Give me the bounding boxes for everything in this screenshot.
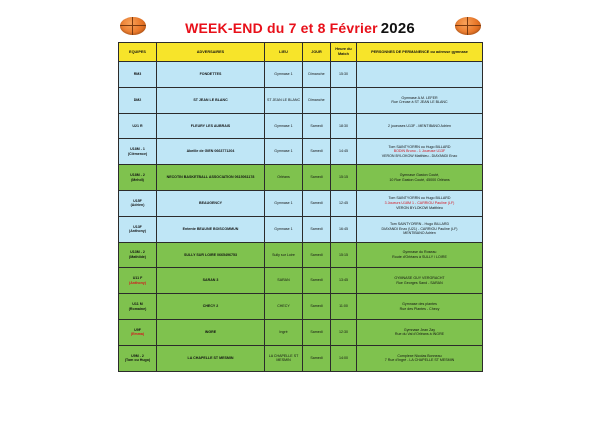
team-cell [119, 165, 157, 191]
table-row [119, 268, 483, 294]
team-cell [119, 345, 157, 371]
location-cell: LA CHAPELLE ST MESMIN [265, 345, 303, 371]
team-cell [119, 319, 157, 345]
col-header-heure: Heure du Match [331, 43, 357, 62]
day-cell: Dimanche [303, 62, 331, 88]
location-cell: Gymnase 1 [265, 139, 303, 165]
time-cell: 14:00 [331, 345, 357, 371]
col-header-jour: JOUR [303, 43, 331, 62]
location-cell: SARAN [265, 268, 303, 294]
opponent-cell: ST JEAN LE BLANC [157, 87, 265, 113]
day-cell: Samedi [303, 113, 331, 139]
location-cell: ST JEAN LE BLANC [265, 87, 303, 113]
time-cell: 18:30 [331, 113, 357, 139]
permanence-cell [357, 345, 483, 371]
team-name: U11 M [132, 301, 143, 306]
permanence-line: GYMNASE GUY VERGRACHT [394, 276, 445, 281]
permanence-line: 10 Rue Gaston Couté, 45000 Orléans [389, 177, 450, 182]
team-coach-note: (Mathilde) [129, 254, 146, 259]
team-name: U13F [133, 224, 142, 229]
team-coach-note: (Romaine) [128, 306, 147, 311]
day-cell: Samedi [303, 216, 331, 242]
permanence-line: Gymnase du Roseau [402, 250, 437, 255]
schedule-table [118, 42, 483, 372]
table-row [119, 319, 483, 345]
table-row [119, 165, 483, 191]
col-header-adversaires: ADVERSAIRES [157, 43, 265, 62]
team-name: U21 R [132, 123, 143, 128]
permanence-line: Tom SAINTYORRN - Hugo BILLARD [389, 222, 450, 227]
team-coach-note: (Adrien) [130, 203, 145, 208]
day-cell: Samedi [303, 242, 331, 268]
table-row [119, 294, 483, 320]
day-cell: Samedi [303, 345, 331, 371]
permanence-line: DIAYANDI Enzo (U21) - CARRIOU Pauline (LF) [381, 226, 458, 231]
team-name: U18M - 2 [130, 172, 145, 177]
col-header-lieu: LIEU [265, 43, 303, 62]
team-cell [119, 139, 157, 165]
permanence-line: Gymnase des plantes [402, 301, 437, 306]
permanence-line: Gymnase Gaston Couté, [399, 172, 440, 177]
permanence-cell [357, 242, 483, 268]
team-cell [119, 242, 157, 268]
opponent-cell: Abeille de GIEN 0663771204 [157, 139, 265, 165]
table-row [119, 62, 483, 88]
opponent-cell: FLEURY LES AUBRAIS [157, 113, 265, 139]
time-cell: 15:30 [331, 62, 357, 88]
permanence-cell [357, 190, 483, 216]
permanence-cell [357, 216, 483, 242]
col-header-permanence: PERSONNES DE PERMANENCE ou adresse gymnase [357, 43, 483, 62]
table-body [119, 62, 483, 372]
permanence-line: 7 Rue d'Ingré - LA CHAPELLE ST MESMIN [384, 358, 455, 363]
time-cell: 12:30 [331, 319, 357, 345]
team-cell [119, 113, 157, 139]
day-cell: Samedi [303, 139, 331, 165]
permanence-line: Gymnase Jean Zay [403, 327, 436, 332]
opponent-cell: NECOTIN BASKETBALL ASSOCIATION 0615061178 [157, 165, 265, 191]
team-cell [119, 87, 157, 113]
time-cell: 11:00 [331, 294, 357, 320]
location-cell: Orléans [265, 165, 303, 191]
permanence-line: Rue des Plantes - Checy [399, 306, 440, 311]
title-text: WEEK-END du 7 et 8 Février [185, 20, 378, 36]
team-name: U11 F [132, 276, 143, 281]
team-cell [119, 294, 157, 320]
team-name: U9M - 2 [131, 353, 144, 358]
permanence-cell [357, 62, 483, 88]
permanence-line: Rue Georges Sand - SARAN [396, 280, 443, 285]
permanence-line: Tom SAINTYORRN ou Hugo BILLARD [388, 196, 451, 201]
team-name: U18M - 1 [130, 147, 145, 152]
location-cell: Gymnase 1 [265, 216, 303, 242]
permanence-line: Tom SAINTYORRN ou Hugo BILLARD [388, 144, 451, 149]
permanence-cell [357, 87, 483, 113]
location-cell: Ingré [265, 319, 303, 345]
opponent-cell: SARAN 3 [157, 268, 265, 294]
day-cell: Samedi [303, 319, 331, 345]
time-cell: 13:45 [331, 268, 357, 294]
time-cell: 12:45 [331, 190, 357, 216]
team-name: DM2 [133, 97, 142, 102]
permanence-line: Complexe Nicolas Bonneau [397, 353, 442, 358]
team-name: RM3 [133, 72, 142, 77]
permanence-line: Route d'Orléans à SULLY / LOIRE [392, 254, 447, 259]
location-cell: CHECY [265, 294, 303, 320]
time-cell: 15:15 [331, 242, 357, 268]
opponent-cell: LA CHAPELLE ST MESMIN [157, 345, 265, 371]
opponent-cell: SULLY SUR LOIRE 0665496753 [157, 242, 265, 268]
team-coach-note: (Emma) [130, 332, 145, 337]
col-header-equipes: EQUIPES [119, 43, 157, 62]
team-name: U13M - 2 [130, 250, 145, 255]
team-coach-note: (Clémence) [127, 151, 148, 156]
permanence-cell [357, 165, 483, 191]
opponent-cell: INGRE [157, 319, 265, 345]
day-cell: Samedi [303, 190, 331, 216]
day-cell: Dimanche [303, 87, 331, 113]
team-coach-note: (Anthony) [129, 229, 146, 234]
permanence-line: BODIN Bruno - 1 Joueuse U13F [393, 149, 446, 154]
time-cell: 16:45 [331, 216, 357, 242]
team-coach-note: (Anthony) [129, 280, 146, 285]
location-cell: Gymnase 1 [265, 190, 303, 216]
permanence-line: 3 Joueurs U18M 1 - CARRIOU Pauline (LF) [384, 201, 455, 206]
time-cell: 15:15 [331, 165, 357, 191]
table-row [119, 87, 483, 113]
team-cell [119, 62, 157, 88]
day-cell: Samedi [303, 294, 331, 320]
permanence-cell [357, 319, 483, 345]
permanence-line: VERON BYLOKOW Matthieu [396, 205, 443, 210]
permanence-line: MENTIBANO Adrien [403, 231, 436, 236]
opponent-cell: BEAUGENCY [157, 190, 265, 216]
table-row [119, 139, 483, 165]
table-row [119, 242, 483, 268]
permanence-line: 2 joueuses U13F - MENTIBANO Adrien [388, 123, 451, 128]
team-cell [119, 190, 157, 216]
table-row [119, 216, 483, 242]
table-row [119, 113, 483, 139]
permanence-cell [357, 113, 483, 139]
team-cell [119, 216, 157, 242]
opponent-cell: Entente BEAUNE BOISCOMMUN [157, 216, 265, 242]
permanence-line: Rue Creuse à ST JEAN LE BLANC [391, 100, 448, 105]
opponent-cell: FONDETTES [157, 62, 265, 88]
permanence-line: VERON BYLOKOW Matthieu - DIAYANDI Enzo [381, 154, 458, 159]
location-cell: Sully sur Loire [265, 242, 303, 268]
day-cell: Samedi [303, 268, 331, 294]
permanence-line: Rue du Val d'Orléans à INGRE [394, 332, 445, 337]
basketball-icon [455, 17, 481, 35]
team-name: U15F [133, 198, 142, 203]
table-header-row [119, 43, 483, 62]
team-name: U9F [134, 327, 141, 332]
time-cell [331, 87, 357, 113]
location-cell: Gymnase 1 [265, 62, 303, 88]
permanence-cell [357, 294, 483, 320]
permanence-cell [357, 139, 483, 165]
location-cell: Gymnase 1 [265, 113, 303, 139]
opponent-cell: CHECY 2 [157, 294, 265, 320]
day-cell: Samedi [303, 165, 331, 191]
team-coach-note: (Tom ou Hugo) [124, 358, 151, 363]
table-row [119, 345, 483, 371]
table-row [119, 190, 483, 216]
team-cell [119, 268, 157, 294]
permanence-cell [357, 268, 483, 294]
title-year: 2026 [380, 20, 415, 37]
permanence-line: Gymnase A.M. LEFER [401, 95, 438, 100]
page-title [0, 20, 600, 37]
team-coach-note: (Mehdi) [131, 177, 144, 182]
time-cell: 14:45 [331, 139, 357, 165]
